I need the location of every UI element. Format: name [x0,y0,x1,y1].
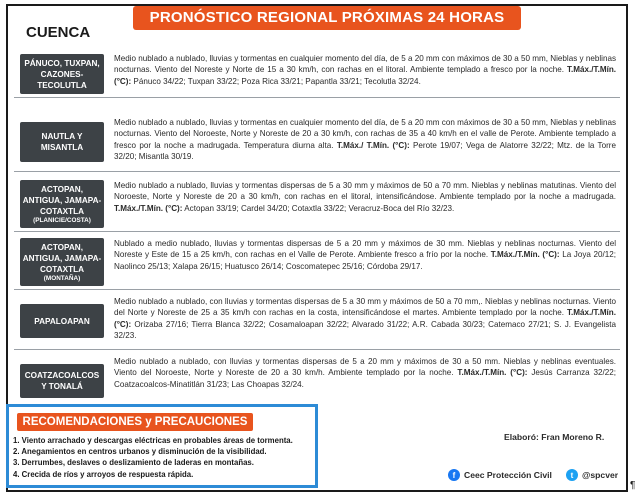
forecast-label [20,238,104,286]
facebook-icon: f [448,469,460,481]
forecast-description: Medio nublado a nublado, con lluvias y tormentas dispersas de 5 a 20 mm y máximos de 30 a 50 mm. Nieblas y neblinas eventuales. Viento del Noroeste, Norte y Noreste de 20 a 30 km/h. Ambiente templado por la noche. [114,357,616,378]
forecast-label-text: ACTOPAN, ANTIGUA, JAMAPA-COTAXTLA [22,184,102,216]
forecast-row [14,112,620,172]
temp-label: T.Máx./ T.Mín. (°C): [336,140,410,150]
forecast-row [14,48,620,98]
recommendations-box [6,404,318,488]
temp-label: T.Máx./T.Mín. (°C): [114,65,617,86]
forecast-label [20,364,104,398]
forecast-label [20,54,104,94]
forecast-row [14,234,620,290]
twitter-handle[interactable] [566,466,618,484]
twitter-label: @spcver [582,470,619,480]
forecast-description: Medio nublado a nublado, lluvias y tormentas en cualquier momento del día, de 5 a 20 mm con máximos de 30 a 50 mm, Nieblas y neblinas nocturnas. Viento del Noreste y Norte de 15 a 30 km/h, con rachas en el litoral. Ambiente templado a fresco por la noche. [114,54,616,75]
temp-label: T.Máx./T.Mín. (°C): [114,308,616,329]
facebook-label: Ceec Protección Civil [464,470,552,480]
forecast-description: Medio nublado a nublado, lluvias y tormentas dispersas de 5 a 30 mm y máximos de 50 a 70 mm. Nieblas y neblinas matutinas. Viento del Noroeste, Norte y Noreste de 20 a 30 km/h, con rachas en el litoral, intensificándose. Ambiente templado por la noche a madrugada. [114,181,616,202]
forecast-row [14,292,620,350]
forecast-description: Medio nublado a nublado, con lluvias y tormentas dispersas de 5 a 30 mm y máximos de 50 a 70 mm,. Nieblas y neblinas nocturnas. Viento del Norte y Noreste de 25 a 35 km/h con rachas en la costa, intensificándose el martes. Ambiente templado por la noche. [114,297,616,318]
temp-values: La Joya 20/12; Naolinco 25/13; Xalapa 26/15; Huatusco 26/14; Coscomatepec 25/16; Córdoba 29/17. [114,250,617,271]
forecast-label-text: PAPALOAPAN [34,316,90,326]
recommendation-item: 4. Crecida de ríos y arroyos de respuesta rápida. [13,469,194,479]
forecast-text [114,238,616,272]
forecast-text [114,296,616,342]
recommendations-title: RECOMENDACIONES y PRECAUCIONES [17,413,253,431]
author-credit: Elaboró: Fran Moreno R. [504,432,605,442]
forecast-text [114,53,616,87]
temp-values: Perote 19/07; Vega de Alatorre 32/22; Mtz. de la Torre 32/20; Misantla 30/19. [114,140,616,162]
forecast-text [114,180,616,214]
facebook-handle[interactable] [448,466,552,484]
forecast-row [14,352,620,404]
forecast-description: Nublado a medio nublado, lluvias y tormentas dispersas de 5 a 20 mm y máximos de 30 mm. Nieblas y neblinas nocturnas. Viento del Noreste y Este de 15 a 25 km/h, con rachas en el Valle de Perote. Ambiente fresco a frío por la noche. [114,239,616,260]
paragraph-mark: ¶ [630,480,636,491]
forecast-label-text: COATZACOALCOS Y TONALÁ [24,371,100,391]
forecast-sublabel: (PLANICIE/COSTA) [33,216,91,224]
temp-values: Actopan 33/19; Cardel 34/20; Cotaxtla 33/22; Veracruz-Boca del Río 32/23. [184,203,455,213]
forecast-sublabel: (MONTAÑA) [43,274,81,282]
forecast-label [20,180,104,228]
temp-values: Pánuco 34/22; Tuxpan 33/22; Poza Rica 33/21; Papantla 33/21; Tecolutla 32/24. [133,76,421,86]
temp-label: T.Máx./T.Mín. (°C): [490,250,560,260]
forecast-label [20,304,104,338]
forecast-label-text: NAUTLA Y MISANTLA [40,132,84,152]
forecast-label [20,122,104,162]
forecast-text [114,356,616,390]
forecast-row [14,176,620,232]
recommendation-item: 2. Anegamientos en centros urbanos y disminución de la visibilidad. [13,447,267,457]
recommendations-list [13,435,313,480]
recommendation-item: 1. Viento arrachado y descargas eléctricas en probables áreas de tormenta. [13,436,293,445]
temp-label: T.Máx./T.Mín. (°C): [457,368,528,378]
forecast-description: Medio nublado a nublado, lluvias y tormentas en cualquier momento del día, de 5 a 20 mm con máximos de 30 a 50 mm, Nieblas y neblinas nocturnas. Viento del Noroeste, Norte y Noreste de 20 a 30 km/h, con rachas de 35 a 40 km/h en el valle de Perote. Ambiente templado a fresco por la noche a madrugada. Temperatura diurna alta. [114,118,616,150]
temp-label: T.Máx./T.Mín. (°C): [114,203,183,213]
forecast-label-text: PÁNUCO, TUXPAN, CAZONES-TECOLUTLA [24,58,100,90]
recommendation-item: 3. Derrumbes, deslaves o deslizamiento de laderas en montañas. [13,458,254,468]
temp-values: Orizaba 27/16; Tierra Blanca 32/22; Cosamaloapan 32/22; Alvarado 31/22; A.R. Cabada 30/23; Catemaco 27/21; S. J. Evangelista 32/23. [114,319,616,341]
bulletin-banner: PRONÓSTICO REGIONAL PRÓXIMAS 24 HORAS [133,6,521,30]
forecast-text [114,117,616,163]
forecast-label-text: ACTOPAN, ANTIGUA, JAMAPA-COTAXTLA [22,242,102,274]
temp-values: Jesús Carranza 32/22; Coatzacoalcos-Minatitlán 31/23; Las Choapas 32/24. [114,368,617,389]
twitter-icon: t [566,469,578,481]
region-title: CUENCA [26,24,91,41]
